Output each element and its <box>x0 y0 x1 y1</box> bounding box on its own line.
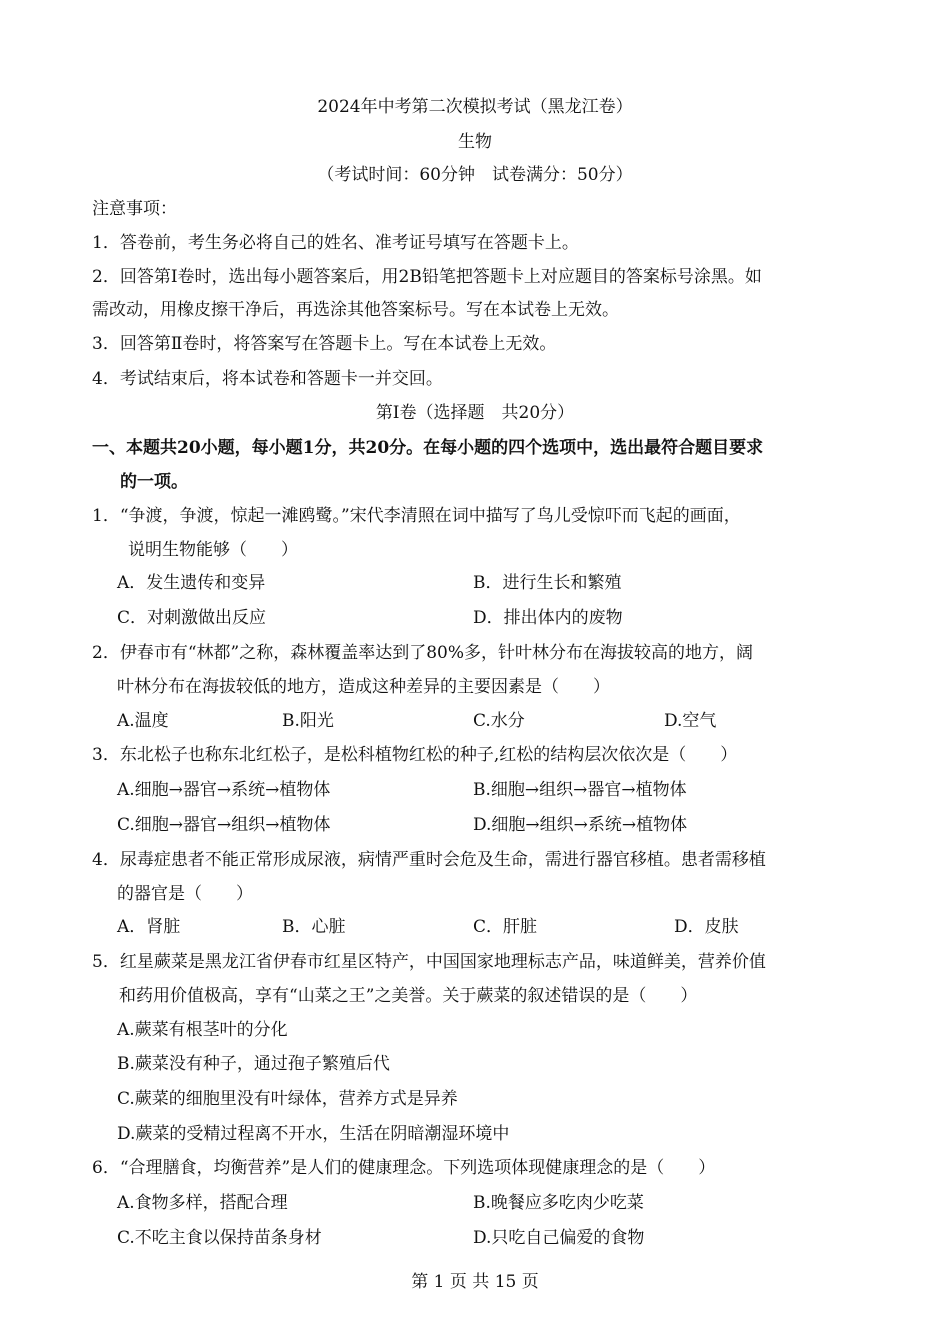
question-3-stem-line-1: 3．东北松子也称东北红松子，是松科植物红松的种子,红松的结构层次依次是（ ） <box>92 745 738 765</box>
question-3-option-b: B.细胞→组织→器官→植物体 <box>473 780 687 800</box>
question-1-stem-line-1: 1．“争渡，争渡，惊起一滩鸥鹭。”宋代李清照在词中描写了鸟儿受惊吓而飞起的画面， <box>92 506 741 526</box>
question-5-option-b: B.蕨菜没有种子，通过孢子繁殖后代 <box>117 1054 390 1074</box>
question-6-stem-line-1: 6．“合理膳食，均衡营养”是人们的健康理念。下列选项体现健康理念的是（ ） <box>92 1158 716 1178</box>
question-5-stem-line-1: 5．红星蕨菜是黑龙江省伊春市红星区特产，中国国家地理标志产品，味道鲜美，营养价值 <box>92 952 766 972</box>
page-footer: 第 1 页 共 15 页 <box>411 1272 539 1292</box>
section-instruction-line-1: 一、本题共20小题，每小题1分，共20分。在每小题的四个选项中，选出最符合题目要求 <box>92 438 764 458</box>
exam-title: 2024年中考第二次模拟考试（黑龙江卷） <box>317 97 633 117</box>
exam-info: （考试时间：60分钟 试卷满分：50分） <box>317 165 633 185</box>
question-2-option-a: A.温度 <box>117 711 169 731</box>
question-5-option-c: C.蕨菜的细胞里没有叶绿体，营养方式是异养 <box>117 1089 458 1109</box>
question-6-option-a: A.食物多样，搭配合理 <box>117 1193 288 1213</box>
note-item-1: 1．答卷前，考生务必将自己的姓名、准考证号填写在答题卡上。 <box>92 233 579 253</box>
question-6-option-b: B.晚餐应多吃肉少吃菜 <box>473 1193 644 1213</box>
notes-heading: 注意事项： <box>92 199 177 219</box>
question-4-option-c: C．肝脏 <box>473 917 538 937</box>
question-1-stem-line-2: 说明生物能够（ ） <box>128 540 298 560</box>
subject-title: 生物 <box>458 132 492 152</box>
section-instruction-line-2: 的一项。 <box>120 472 188 492</box>
question-5-option-d: D.蕨菜的受精过程离不开水，生活在阴暗潮湿环境中 <box>117 1124 510 1144</box>
question-6-option-c: C.不吃主食以保持苗条身材 <box>117 1228 322 1248</box>
question-4-option-d: D．皮肤 <box>674 917 739 937</box>
question-3-option-a: A.细胞→器官→系统→植物体 <box>117 780 331 800</box>
question-1-option-b: B．进行生长和繁殖 <box>473 573 622 593</box>
question-4-option-b: B．心脏 <box>282 917 346 937</box>
question-5-option-a: A.蕨菜有根茎叶的分化 <box>117 1020 288 1040</box>
question-1-option-d: D．排出体内的废物 <box>473 608 623 628</box>
note-item-4: 4．考试结束后，将本试卷和答题卡一并交回。 <box>92 369 443 389</box>
question-3-option-c: C.细胞→器官→组织→植物体 <box>117 815 331 835</box>
note-item-2-line-2: 需改动，用橡皮擦干净后，再选涂其他答案标号。写在本试卷上无效。 <box>92 300 619 320</box>
question-1-option-c: C．对刺激做出反应 <box>117 608 267 628</box>
question-1-option-a: A．发生遗传和变异 <box>117 573 266 593</box>
question-4-stem-line-2: 的器官是（ ） <box>117 884 253 904</box>
section-title: 第Ⅰ卷（选择题 共20分） <box>375 403 575 423</box>
question-2-option-d: D.空气 <box>664 711 717 731</box>
note-item-3: 3．回答第Ⅱ卷时，将答案写在答题卡上。写在本试卷上无效。 <box>92 334 557 354</box>
question-6-option-d: D.只吃自己偏爱的食物 <box>473 1228 645 1248</box>
question-2-option-c: C.水分 <box>473 711 525 731</box>
question-4-option-a: A．肾脏 <box>117 917 181 937</box>
question-2-option-b: B.阳光 <box>282 711 334 731</box>
question-3-option-d: D.细胞→组织→系统→植物体 <box>473 815 688 835</box>
question-2-stem-line-1: 2．伊春市有“林都”之称，森林覆盖率达到了80%多，针叶林分布在海拔较高的地方，阔 <box>92 643 753 663</box>
question-5-stem-line-2: 和药用价值极高，享有“山菜之王”之美誉。关于蕨菜的叙述错误的是（ ） <box>119 986 698 1006</box>
note-item-2-line-1: 2．回答第Ⅰ卷时，选出每小题答案后，用2B铅笔把答题卡上对应题目的答案标号涂黑。如 <box>92 267 762 287</box>
question-4-stem-line-1: 4．尿毒症患者不能正常形成尿液，病情严重时会危及生命，需进行器官移植。患者需移植 <box>92 850 766 870</box>
question-2-stem-line-2: 叶林分布在海拔较低的地方，造成这种差异的主要因素是（ ） <box>117 677 610 697</box>
